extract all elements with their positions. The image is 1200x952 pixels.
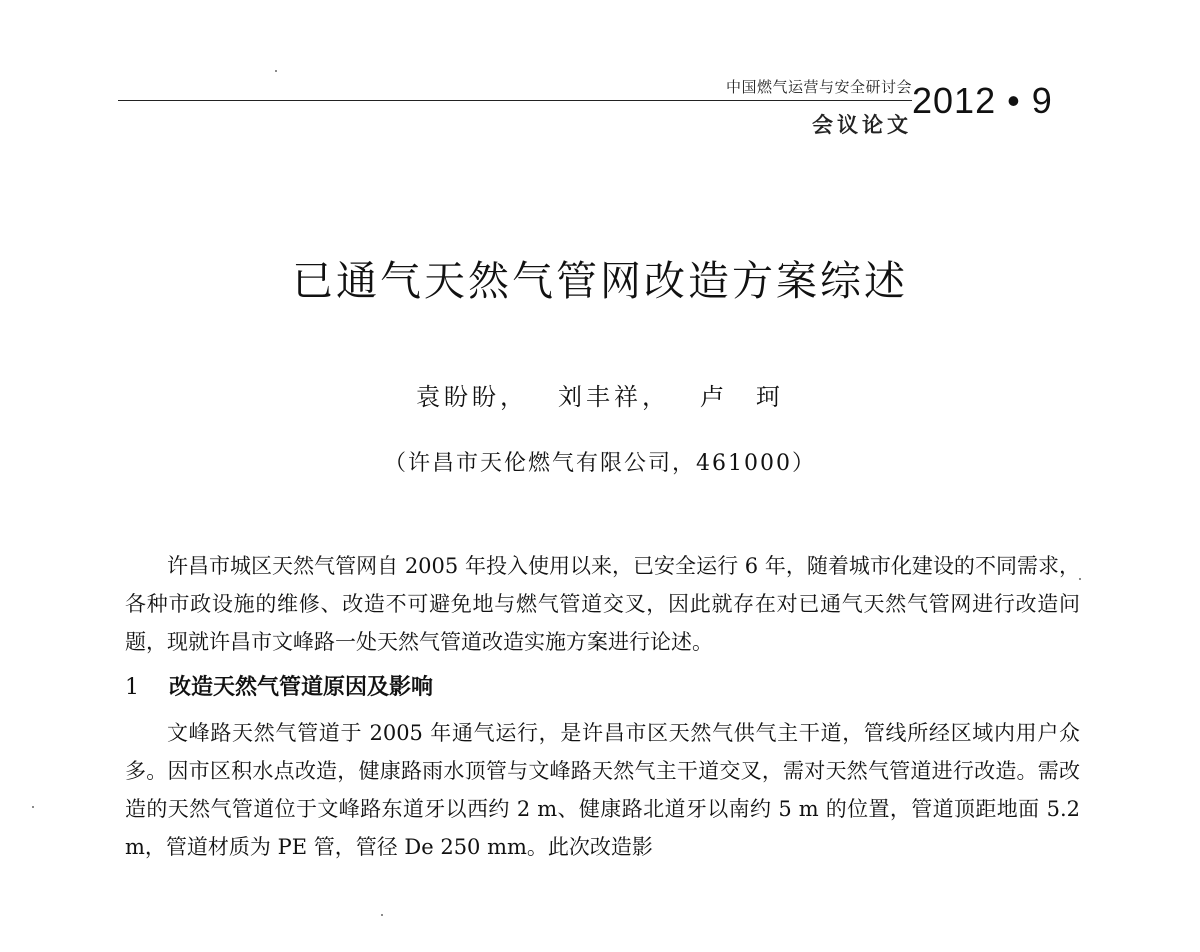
header-rule — [118, 100, 912, 101]
scan-speck — [32, 806, 34, 808]
intro-paragraph: 许昌市城区天然气管网自 2005 年投入使用以来，已安全运行 6 年，随着城市化建设的不同需求，各种市政设施的维修、改造不可避免地与燃气管道交叉，因此就存在对已通气天然气管网进行改造问题，现就许昌市文峰路一处天然气管道改造实施方案进行论述。 — [125, 554, 1080, 654]
conference-name: 中国燃气运营与安全研讨会 — [725, 78, 912, 96]
scan-speck — [381, 914, 383, 916]
paper-title: 已通气天然气管网改造方案综述 — [292, 257, 908, 305]
affiliation: （许昌市天伦燃气有限公司，461000） — [384, 451, 816, 476]
author-name: 刘丰祥， — [558, 383, 670, 411]
author-list — [0, 377, 1200, 412]
issue-date: 2012 • 9 — [912, 80, 1053, 121]
section-number: 1 — [125, 675, 139, 700]
author-name: 卢 珂 — [700, 383, 784, 411]
author-name: 袁盼盼， — [416, 383, 528, 411]
scan-speck — [275, 70, 277, 72]
section-heading — [125, 667, 1080, 708]
section-title: 改造天然气管道原因及影响 — [169, 674, 434, 700]
paper-body — [125, 547, 1080, 866]
papers-label: 会议论文 — [812, 112, 912, 137]
section-paragraph: 文峰路天然气管道于 2005 年通气运行，是许昌市区天然气供气主干道，管线所经区域内用户众多。因市区积水点改造，健康路雨水顶管与文峰路天然气主干道交叉，需对天然气管道进行改造。需改造的天然气管道位于文峰路东道牙以西约 2 m、健康路北道牙以南约 5 m 的位置，管道顶距地面 5.2 m，管道材质为 PE 管，管径 De 250 mm。此次改造影 — [125, 721, 1080, 859]
scan-speck — [1079, 578, 1081, 580]
